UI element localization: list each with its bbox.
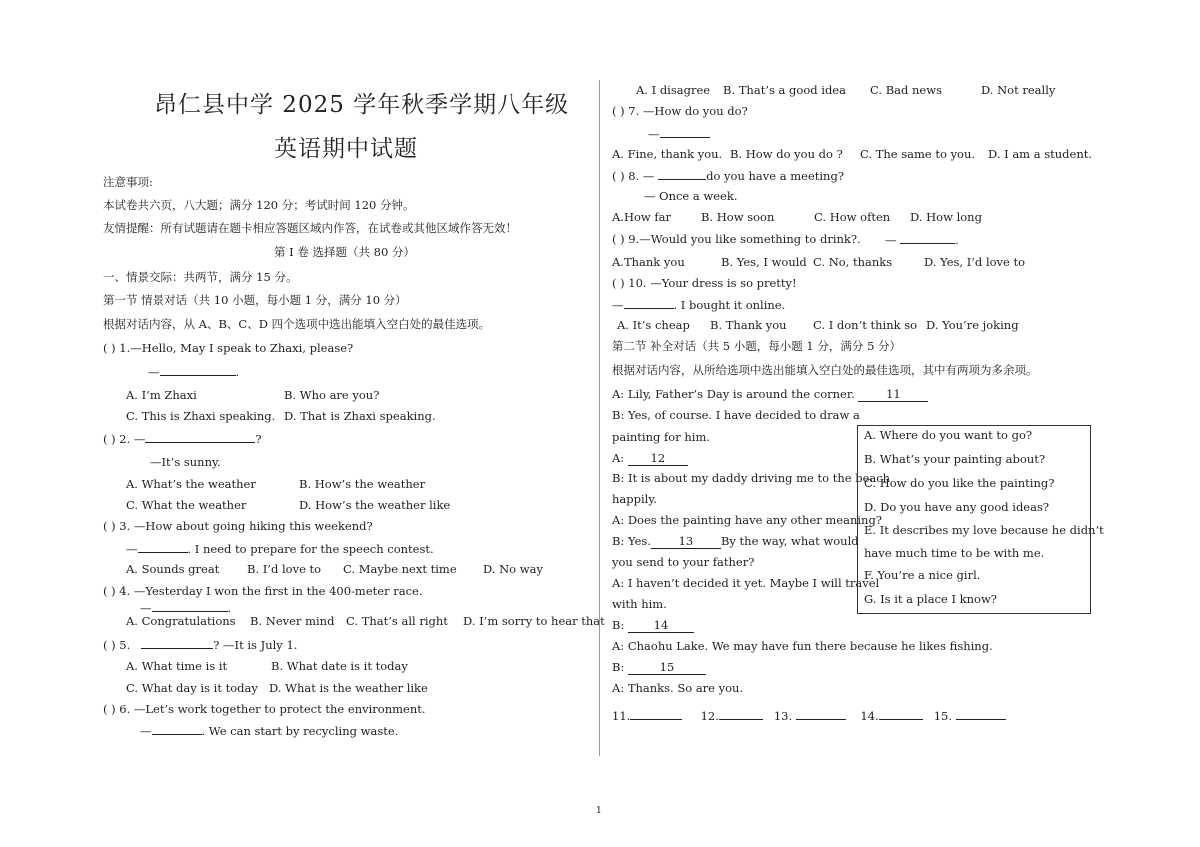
q6-reply: — . We can start by recycling waste.	[140, 724, 399, 738]
q9-option-b: B. Yes, I would	[721, 255, 807, 269]
option-c: C. How do you like the painting?	[864, 476, 1055, 490]
q7-option-a: A. Fine, thank you.	[612, 147, 723, 161]
q9-option-c: C. No, thanks	[813, 255, 893, 269]
q6-stem: ( ) 6. —Let’s work together to protect the environment.	[103, 702, 426, 716]
dialogue-line: happily.	[612, 492, 657, 506]
q3-option-c: C. Maybe next time	[343, 562, 457, 576]
dialogue-line: A: Lily, Father’s Day is around the corner. 11	[612, 387, 928, 402]
q7-option-c: C. The same to you.	[860, 147, 976, 161]
option-f: F. You’re a nice girl.	[864, 568, 981, 582]
q5-option-a: A. What time is it	[126, 659, 228, 673]
exam-title-line1: 昂仁县中学 2025 学年秋季学期八年级	[154, 92, 570, 118]
q8-option-d: D. How long	[910, 210, 982, 224]
q6-option-a: A. I disagree	[636, 83, 711, 97]
q8-option-b: B. How soon	[701, 210, 775, 224]
q3-option-d: D. No way	[483, 562, 543, 576]
q6-option-d: D. Not really	[981, 83, 1056, 97]
dialogue-line: A: Chaohu Lake. We may have fun there because he likes fishing.	[612, 639, 993, 653]
q4-option-a: A. Congratulations	[126, 614, 236, 628]
q5-option-b: B. What date is it today	[271, 659, 408, 673]
q10-reply: — . I bought it online.	[612, 298, 786, 312]
dialogue-line: with him.	[612, 597, 667, 611]
q6-option-c: C. Bad news	[870, 83, 942, 97]
q1-stem: ( ) 1.—Hello, May I speak to Zhaxi, please?	[103, 341, 354, 355]
q8-reply: — Once a week.	[644, 189, 738, 203]
option-d: D. Do you have any good ideas?	[864, 500, 1050, 514]
q5-option-c: C. What day is it today	[126, 681, 258, 695]
answer-label-11: 11.	[612, 709, 631, 723]
q8-option-a: A.How far	[612, 210, 672, 224]
answer-line	[612, 708, 1006, 723]
section2-instruction: 根据对话内容，从所给选项中选出能填入空白处的最佳选项，其中有两项为多余项。	[612, 363, 1038, 377]
q5-stem: ( ) 5. ? —It is July 1.	[103, 638, 298, 652]
q2-option-a: A. What’s the weather	[126, 477, 256, 491]
q1-option-a: A. I’m Zhaxi	[126, 388, 197, 402]
notes-heading: 注意事项:	[103, 175, 153, 189]
notes-line-2: 友情提醒：所有试题请在题卡相应答题区域内作答，在试卷或其他区域作答无效！	[103, 221, 517, 235]
option-a: A. Where do you want to go?	[864, 428, 1033, 442]
dialogue-line: you send to your father?	[612, 555, 755, 569]
option-e: E. It describes my love because he didn’t	[864, 523, 1104, 537]
dialogue-line: A: 12	[612, 451, 688, 466]
part1-heading: 一、情景交际：共两节，满分 15 分。	[103, 270, 298, 284]
q9-option-d: D. Yes, I’d love to	[924, 255, 1026, 269]
q10-stem: ( ) 10. —Your dress is so pretty!	[612, 276, 797, 290]
page-number: 1	[596, 806, 602, 816]
option-g: G. Is it a place I know?	[864, 592, 997, 606]
q9-stem: ( ) 9.—Would you like something to drink?.	[612, 232, 861, 246]
q4-option-b: B. Never mind	[250, 614, 335, 628]
q7-stem: ( ) 7. —How do you do?	[612, 104, 748, 118]
option-e-continued: have much time to be with me.	[864, 546, 1045, 560]
q4-reply: — .	[140, 601, 232, 615]
q8-option-c: C. How often	[814, 210, 891, 224]
dialogue-line: B: 14	[612, 618, 694, 633]
dialogue-line: B: It is about my daddy driving me to the beach	[612, 471, 891, 485]
q9-option-a: A.Thank you	[612, 255, 685, 269]
q4-stem: ( ) 4. —Yesterday I won the first in the 400-meter race.	[103, 584, 423, 598]
section1-heading: 第一节 情景对话（共 10 小题，每小题 1 分，满分 10 分）	[103, 293, 407, 307]
q2-option-b: B. How’s the weather	[299, 477, 426, 491]
q10-option-d: D. You’re joking	[926, 318, 1019, 332]
q1-option-b: B. Who are you?	[284, 388, 380, 402]
q2-option-c: C. What the weather	[126, 498, 247, 512]
q10-option-b: B. Thank you	[710, 318, 787, 332]
q1-option-d: D. That is Zhaxi speaking.	[284, 409, 436, 423]
q1-reply: — .	[148, 365, 240, 379]
q7-option-d: D. I am a student.	[988, 147, 1093, 161]
answer-label-12: 12.	[700, 709, 719, 723]
q5-option-d: D. What is the weather like	[269, 681, 428, 695]
answer-label-14: 14.	[860, 709, 879, 723]
dialogue-line: A: Does the painting have any other meaning?	[612, 513, 882, 527]
q1-option-c: C. This is Zhaxi speaking.	[126, 409, 276, 423]
option-b: B. What’s your painting about?	[864, 452, 1046, 466]
q10-option-c: C. I don’t think so	[813, 318, 918, 332]
q7-reply: —	[648, 126, 710, 141]
dialogue-line: B: Yes. 13 By the way, what would	[612, 534, 859, 548]
dialogue-line: painting for him.	[612, 430, 711, 444]
section1-instruction: 根据对话内容，从 A、B、C、D 四个选项中选出能填入空白处的最佳选项。	[103, 317, 491, 331]
q9-reply: — .	[885, 233, 959, 247]
q6-option-b: B. That’s a good idea	[723, 83, 846, 97]
answer-label-15: 15.	[933, 709, 952, 723]
q8-stem: ( ) 8. — do you have a meeting?	[612, 169, 844, 183]
answer-label-13: 13.	[773, 709, 793, 723]
dialogue-line: B: 15	[612, 660, 706, 675]
q4-option-d: D. I’m sorry to hear that	[463, 614, 605, 628]
dialogue-line: B: Yes, of course. I have decided to draw a	[612, 408, 860, 422]
column-divider	[599, 80, 600, 756]
exam-title-line2: 英语期中试题	[274, 136, 418, 162]
q2-stem: ( ) 2. — ?	[103, 432, 262, 446]
q3-stem: ( ) 3. —How about going hiking this weekend?	[103, 519, 373, 533]
q3-option-b: B. I’d love to	[247, 562, 322, 576]
notes-line-1: 本试卷共六页，八大题；满分 120 分；考试时间 120 分钟。	[103, 198, 415, 212]
q4-option-c: C. That’s all right	[346, 614, 448, 628]
q7-option-b: B. How do you do ?	[730, 147, 843, 161]
volume-title: 第 I 卷 选择题（共 80 分）	[274, 245, 415, 259]
section2-heading: 第二节 补全对话（共 5 小题，每小题 1 分，满分 5 分）	[612, 339, 902, 353]
q2-reply: —It’s sunny.	[150, 455, 221, 469]
q3-reply: — . I need to prepare for the speech contest.	[126, 542, 434, 556]
dialogue-line: A: I haven’t decided it yet. Maybe I will travel	[612, 576, 880, 590]
dialogue-line: A: Thanks. So are you.	[612, 681, 744, 695]
q2-option-d: D. How’s the weather like	[299, 498, 451, 512]
q10-option-a: A. It’s cheap	[617, 318, 690, 332]
q3-option-a: A. Sounds great	[126, 562, 220, 576]
